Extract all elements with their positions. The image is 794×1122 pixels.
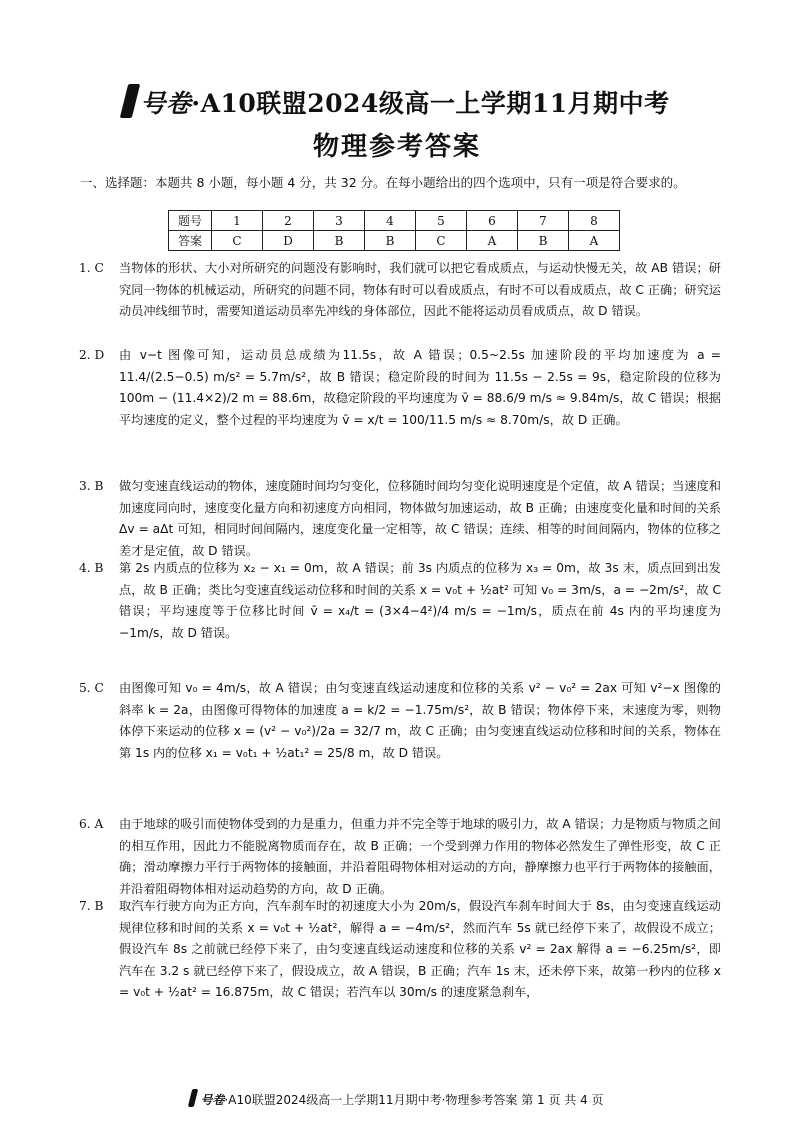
item-explanation: 第 2s 内质点的位移为 x₂ − x₁ = 0m，故 A 错误；前 3s 内质点的位移为 x₃ = 0m，故 3s 末，质点回到出发点，故 B 正确；类比匀变速直线运动位移和时间的关系 x = v₀t + ½at² 可知 v₀ = 3m/s，a = −2m/s²，故 C 错误；平均速度等于位移比时间 v̄ = x₄/t = (3×4−4²)/4 m/s = −1m/s，质点在前 4s 内的平均速度为 −1m/s，故 D 错误。 [119,561,721,640]
item-number: 1. C [79,261,104,275]
brand-logo-icon [120,84,140,118]
answer-cell: D [263,231,314,251]
item-explanation: 做匀变速直线运动的物体，速度随时间均匀变化，位移随时间均匀变化说明速度是个定值，故 A 错误；当速度和加速度同向时，速度变化量方向和初速度方向相同，物体做匀加速运动，故 B 正确；由速度变化量和时间的关系 Δv = aΔt 可知，相同时间间隔内，速度变化量一定相等，故 C 错误；连续、相等的时间间隔内，物体的位移之差才是定值，故 D 错误。 [119,479,721,558]
answer-item-2 [79,345,721,431]
table-row-answers [169,231,620,251]
question-number-cell: 8 [569,211,620,231]
item-explanation: 由于地球的吸引而使物体受到的力是重力，但重力并不完全等于地球的吸引力，故 A 错误；力是物质与物质之间的相互作用，因此力不能脱离物质而存在，故 B 正确；一个受到弹力作用的物体必然发生了弹性形变，故 C 正确；滑动摩擦力平行于两物体的接触面，并沿着阻碍物体相对运动的方向，静摩擦力也平行于两物体的接触面，并沿着阻碍物体相对运动趋势的方向，故 D 正确。 [119,817,721,896]
answer-item-1 [79,258,721,323]
answer-cell: A [569,231,620,251]
answer-item-5 [79,678,721,764]
question-number-cell: 1 [212,211,263,231]
item-number: 4. B [79,561,104,575]
question-number-cell: 2 [263,211,314,231]
item-explanation: 取汽车行驶方向为正方向，汽车刹车时的初速度大小为 20m/s，假设汽车刹车时间大于 8s，由匀变速直线运动规律位移和时间的关系 x = v₀t + ½at²，解得 a = −4m/s²，然而汽车 5s 就已经停下来了，故假设不成立；假设汽车 8s 之前就已经停下来了，由匀变速直线运动速度和位移的关系 v² = 2ax 解得 a = −6.25m/s²，即汽车在 3.2 s 就已经停下来了，假设成立，故 A 错误，B 正确；汽车 1s 末，还未停下来，故第一秒内的位移 x = v₀t + ½at² = 16.875m，故 C 错误；若汽车以 30m/s 的速度紧急刹车， [119,899,721,1000]
question-number-cell: 4 [365,211,416,231]
answer-table [168,210,620,251]
exam-title: ·A10联盟2024级高一上学期11月期中考 [191,89,670,118]
answer-item-4 [79,558,721,644]
question-number-cell: 3 [314,211,365,231]
answer-cell: B [314,231,365,251]
answer-cell: A [467,231,518,251]
table-header-cell: 题号 [169,211,212,231]
answer-cell: C [212,231,263,251]
page-title: 物理参考答案 [312,132,481,162]
footer-logo-icon [188,1089,198,1107]
item-explanation: 由图像可知 v₀ = 4m/s，故 A 错误；由匀变速直线运动速度和位移的关系 v² − v₀² = 2ax 可知 v²−x 图像的斜率 k = 2a，由图像可得物体的加速度 a = k/2 = −1.75m/s²，故 B 错误；物体停下来，末速度为零，则物体停下来运动的位移 x = (v² − v₀²)/2a = 32/7 m，故 C 正确；由匀变速直线运动位移和时间的关系，物体在第 1s 内的位移 x₁ = v₀t₁ + ½at₁² = 25/8 m，故 D 错误。 [119,681,721,760]
brand-name: 号卷 [140,89,192,118]
item-number: 7. B [79,899,104,913]
page-footer [0,1089,794,1108]
title-line-1 [0,84,794,120]
item-explanation: 由 v−t 图像可知，运动员总成绩为11.5s，故 A 错误；0.5~2.5s 加速阶段的平均加速度为 a = 11.4/(2.5−0.5) m/s² = 5.7m/s²，故 B 错误；稳定阶段的时间为 11.5s − 2.5s = 9s，稳定阶段的位移为 100m − (11.4×2)/2 m = 88.6m，故稳定阶段的平均速度为 v̄ = 88.6/9 m/s ≈ 9.84m/s，故 C 错误；根据平均速度的定义，整个过程的平均速度为 v̄ = x/t = 100/11.5 m/s ≈ 8.70m/s，故 D 正确。 [119,348,721,427]
answer-item-6 [79,814,721,900]
answer-item-3 [79,476,721,562]
item-number: 6. A [79,817,104,831]
answer-cell: B [518,231,569,251]
question-number-cell: 6 [467,211,518,231]
table-header-cell: 答案 [169,231,212,251]
footer-brand: 号卷 [200,1093,225,1107]
item-number: 5. C [79,681,104,695]
answer-cell: C [416,231,467,251]
question-number-cell: 7 [518,211,569,231]
footer-text: ·A10联盟2024级高一上学期11月期中考·物理参考答案 第 1 页 共 4 页 [224,1093,604,1107]
answer-item-7 [79,896,721,1004]
answer-cell: B [365,231,416,251]
item-number: 3. B [79,479,104,493]
item-number: 2. D [79,348,105,362]
table-row-numbers [169,211,620,231]
question-number-cell: 5 [416,211,467,231]
section-heading: 一、选择题：本题共 8 小题，每小题 4 分，共 32 分。在每小题给出的四个选项中，只有一项是符合要求的。 [80,175,686,190]
item-explanation: 当物体的形状、大小对所研究的问题没有影响时，我们就可以把它看成质点，与运动快慢无关，故 AB 错误；研究同一物体的机械运动，所研究的问题不同，物体有时可以看成质点，有时不可以看成质点，故 C 正确；研究运动员冲线细节时，需要知道运动员率先冲线的身体部位，因此不能将运动员看成质点，故 D 错误。 [119,261,721,319]
